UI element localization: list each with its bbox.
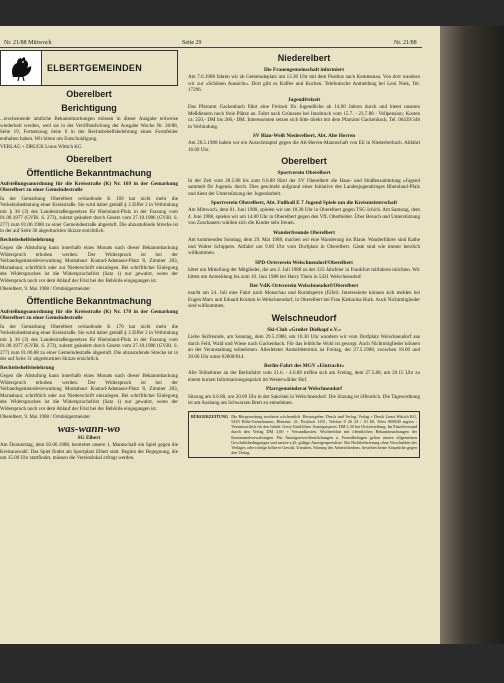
notice-signature: VERLAG + DRUCK Linus Wittich KG	[0, 144, 82, 150]
notice-body: bittet um Mitteilung der Mitglieder, die am 2. Juli 1988 zu der 125-Jahrfeier in Frankfurt mitfahren möchten. Wir bitten um Anmeldung bis zum 10. Juni 1988 bei Harry Thein in 5431 Welschneudorf.	[188, 267, 420, 280]
place-heading: Oberelbert	[66, 153, 112, 164]
notice-body: Sitzung am 6.6.88, um 20.00 Uhr in der Sakristei in Welschneudorf. Die Sitzung ist öffentlich. Die Tagesordnung ist am Aushang am Schwarzen Brett zu entnehmen.	[188, 393, 420, 407]
notice-body: macht am 24. Juli eine Fahrt nach Monschau und Rurtalsperre (Eifel). Interessierte können sich melden bei Eugen Marx und Eduard Krumm in Welschneudorf, in Oberelbert bei Frau Katharina Burk. Auch Nichtmitglieder sind willkommen.	[188, 290, 420, 310]
header-left	[4, 40, 52, 46]
newspaper-page	[0, 26, 440, 644]
imprint-label: BÜRGERZEITUNG	[191, 413, 229, 419]
club-notice: Am Donnerstag, dem 02.06.1988, bestreitet unsere 1. Mannschaft ein Spiel gegen die Kreisauswahl. Das Spiel findet am Sportplatz Elbert statt. Beginn der Begegnung, die um 15.00 Uhr stattfindet, müssen die Vereinslokal erfragt werden.	[0, 442, 178, 462]
rooster-emblem	[1, 51, 42, 85]
notice-subheading: Berlin-Fahrt des MGV »Eintracht«	[263, 363, 345, 370]
notice-subheading: Die Frauengemeinschaft informiert	[263, 67, 345, 73]
notice-subheading: Ski-Club »Großer Dielkopf e.V.«	[267, 326, 341, 333]
book-binding	[440, 26, 504, 644]
notice-body: Am kommenden Sonntag, dem 29. Mai 1988, machen wir eine Wanderung ins Blaue. Wanderführer sind Kathe und Walter Schippers. Abfahrt um 9.00 Uhr vom Dorfplatz in Oberelbert. Gäste sind wie immer herzlich willkommen.	[188, 237, 420, 257]
notice-body: In der Zeit vom 28.5.88 bis zum 6.6.88 führt der SV Oberelbert die Haus- und Straßensammlung »Jugend sammelt für Jugend« durch. Dies geschieht aufgrund einer Initiative des Landesjugendringes Rheinland-Pfalz und dient der Unterstützung der Jugendarbeit.	[188, 177, 420, 197]
notice-body: Alle Teilnehmer an der Berlinfahrt vom 21.6. - 4.6.88 treffen sich am Freitag, dem 27.5.88, um 20.15 Uhr zu einem kurzen Informationsgespräch im Westerwälder Hof.	[188, 370, 420, 383]
rooster-icon	[5, 53, 37, 83]
notice-signature: Oberelbert, 9. Mai 1988 / Ortsbürgermeister	[0, 414, 91, 420]
place-heading: Oberelbert	[66, 89, 112, 99]
notice-body: Liebe Skifreunde, am Sonntag, dem 29.5.1988, um 10.30 Uhr wandern wir vom Dorfplatz Welschneudorf aus durch Feld, Wald und Wiese nach Gackenbach. Für das leibliche Wohl ist gesorgt. Auch Nichtmitglieder können an der Veranstaltung teilnehmen. Allerletzter Anmeldetermin ist Freitag, der 27.5.1988, zwischen 18.00 und 20.00 Uhr unter 02608/814.	[188, 334, 420, 360]
notice-signature: Oberelbert, 9. Mai 1988 / Ortsbürgermeister	[0, 286, 91, 292]
notice-body: ...erscheinende amtliche Bekanntmachungen müssen in dieser Ausgabe teilweise wiederholt werden, weil sie in der Veröffentlichung der Ausgabe Woche Nr. 20/88, Seite 19, Fortsetzung Seite 6 in der Rechtsbehelfsbelehrung einen Formfehler enthalten haben. Wir bitten um Entschuldigung.	[0, 116, 178, 142]
club-heading: SG Elbert	[77, 435, 101, 441]
notice-body: Am 28.5.1988 haben wir ein Auswärtsspiel gegen die Alt-Herren-Mannschaft von Eli in Niederberbach. Abfahrt 16.00 Uhr.	[188, 140, 420, 153]
issue-number: Nr. 21/88	[394, 40, 417, 46]
notice-subtitle: Aufstellungsanordnung für die Kreisstraße (K) Nr. 170 in der Gemarkung Oberelbert zu einer Gemeindestraße	[0, 308, 178, 321]
place-heading: Niederelbert	[277, 53, 331, 63]
was-wann-wo-logo: was-wann-wo	[57, 422, 121, 435]
page-label: Seite 29	[182, 40, 202, 46]
imprint-box	[188, 411, 420, 459]
notice-subheading: SPD-Ortsverein Welschneudorf/Oberelbert	[255, 259, 353, 266]
notice-subheading: Sportverein Oberelbert, Abt. Fußball E 7 Jugend Spiele um die Kreismeisterschaft	[210, 200, 398, 207]
header-rule	[0, 47, 422, 48]
notice-title: Öffentliche Bekanntmachung	[26, 295, 152, 306]
section-title: ELBERTGEMEINDEN	[47, 62, 143, 73]
notice-subheading: Pfarrgemeinderat Welschneudorf	[266, 386, 342, 393]
place-heading: Oberelbert	[281, 156, 327, 167]
notice-subheading: SV Blau-Weiß Niederelbert, Abt. Alte Herren	[252, 133, 356, 140]
notice-body: Am Mittwoch, dem 01. Juni 1988, spielen wir um 18.30 Uhr in Oberelbert gegen TSG Ichich. Am Samstag, dem 4. Juni 1988, spielen wir um 14.00 Uhr in Oberelbert gegen den VfL Oberbieber. Über Besuch und Unterstützung von Zuschauern würden sich die Kinder sehr freuen.	[188, 207, 420, 227]
weekday: Mittwoch	[28, 40, 52, 46]
notice-body: In der Gemarkung Oberelbert verlaufende K 170 hat nicht mehr die Verkehrsbedeutung einer Kreisstraße. Sie wird daher gemäß § 3 Ziffer 2 in Verbindung mit § 38 (3) des Landesstraßengesetzes für Rheinland-Pfalz in der Fassung vom 01.08.1977 (GVBl. S. 273), zuletzt geändert durch Gesetz vom 27.10.1986 (GVBl. S. 277) zum 01.06.88 zu einer Gemeindestraße abgestuft. Die abzustufende Strecke ist in der auf Seite 31 abgedruckten Skizze ersichtlich.	[0, 323, 178, 362]
notice-title: Berichtigung	[61, 103, 117, 113]
notice-subtitle: Aufstellungsanordnung für die Kreisstraße (K) Nr. 169 in der Gemarkung Oberelbert zu einer Gemeindestraße	[0, 180, 178, 193]
notice-body: In der Gemarkung Oberelbert verlaufende K 169 hat nicht mehr die Verkehrsbedeutung einer Kreisstraße. Sie wird daher gemäß § 3 Ziffer 2 in Verbindung mit § 38 (3) des Landesstraßengesetzes für Rheinland-Pfalz in der Fassung vom 01.08.1977 (GVBl. S. 273), zuletzt geändert durch Gesetz vom 27.10.1986 (GVBl. S. 277) zum 01.06.1988 zu einer Gemeindestraße abgestuft. Die abzustufende Strecke ist in der auf Seite 30 abgedruckten Skizze ersichtlich.	[0, 195, 178, 234]
notice-subheading: Rechtsbehelfsbelehrung	[0, 236, 55, 243]
notice-subheading: Sportverein Oberelbert	[277, 170, 331, 177]
left-column	[0, 50, 178, 640]
notice-subheading: Der VdK-Ortsverein Welschneudorf/Oberelbert	[249, 283, 359, 290]
notice-subheading: Wanderfreunde Oberelbert	[272, 229, 336, 236]
notice-body: Gegen die Abstufung kann innerhalb eines Monats nach dieser Bekanntmachung Widerspruch erhoben werden. Der Widerspruch ist bei der Verbandsgemeindeverwaltung Montabaur Konrad-Adenauer-Platz 8, Zimmer 203, Montabaur, schriftlich oder zur Niederschrift einzulegen. Bei schriftlicher Einlegung des Widerspruches ist die Widerspruchsfrist (Satz 1) nur gewahrt, wenn der Widerspruch noch vor dem Ablauf der Frist bei der Behörde eingegangen ist.	[0, 245, 178, 284]
notice-body: Am 7.6.1988 fahren wir ab Gemeindeplatz um 13.30 Uhr mit dem Postbus nach Kemmenau. Von dort wandern wir zur »Schönen Aussicht«. Dort gibt es Kaffee und Kuchen. Telefonische Anmeldung bei Leni Nink, Tel. 17296.	[188, 74, 420, 94]
section-banner	[0, 50, 178, 86]
imprint-text: Die Bürgerzeitung erscheint wöchentlich. Herausgeber, Druck und Verlag: Verlag + Druck Linus Wittich KG, 5410 Höhr-Grenzhausen, Rheinstr. 41, Postfach 1451, Telefon 0 26 24 / 10 60, Telex 869630 mgvin - Verantwortlich für den Inhalt: Gerry Knöllchen. Anzeigenpreis: DM 1,30 bei Ortsverteilung. Im Einzelversand durch den Verlag DM 3,60 + Versandkosten. Wochenblatt mit öffentlichen Bekanntmachungen der Kommunalverwaltungen. Für Anzeigenveröffentlichungen u. Fremdbeilagen gelten unsere allgemeinen Geschäftsbedingungen und unsere z.Zt. gültige Anzeigenpreisliste. Bei Nichtbelieferung ohne Verschulden des Verlages oder infolge höherer Gewalt, Unruhen, Störung des Arbeitsfriedens, bestehen keine Ansprüche gegen den Verlag.	[231, 413, 417, 456]
notice-subheading: Rechtsbehelfsbelehrung	[0, 364, 55, 371]
middle-column	[188, 50, 420, 640]
notice-body: Das Pfarramt Gackenbach führt eine Freizeit für Jugendliche ab 14.00 Jahren durch und bietet unseren Meßdienern noch freie Plätze an. Fahrt nach Grünzens bei Innsbruck vom 15.7. - 23.7.88 - Vollpension, Kosten ca. 250,- DM bis 260,- DM. Interessenten setzen sich bitte direkt mit dem Pfarramt Gackenbach, Tel. 06439/346 in Verbindung.	[188, 104, 420, 130]
notice-title: Öffentliche Bekanntmachung	[26, 167, 152, 178]
page-number-left: Nr. 21/88	[4, 40, 27, 46]
place-heading: Welschneudorf	[271, 312, 337, 323]
notice-body: Gegen die Abstufung kann innerhalb eines Monats nach dieser Bekanntmachung Widerspruch erhoben werden. Der Widerspruch ist bei der Verbandsgemeindeverwaltung Montabaur Konrad-Adenauer-Platz 8, Zimmer 203, Montabaur, schriftlich oder zur Niederschrift einzulegen. Bei schriftlicher Einlegung des Widerspruches ist die Widerspruchsfrist (Satz 1) nur gewahrt, wenn der Widerspruch noch vor dem Ablauf der Frist bei der Behörde eingegangen ist.	[0, 373, 178, 412]
notice-subheading: Jugendfreizeit	[287, 96, 321, 103]
